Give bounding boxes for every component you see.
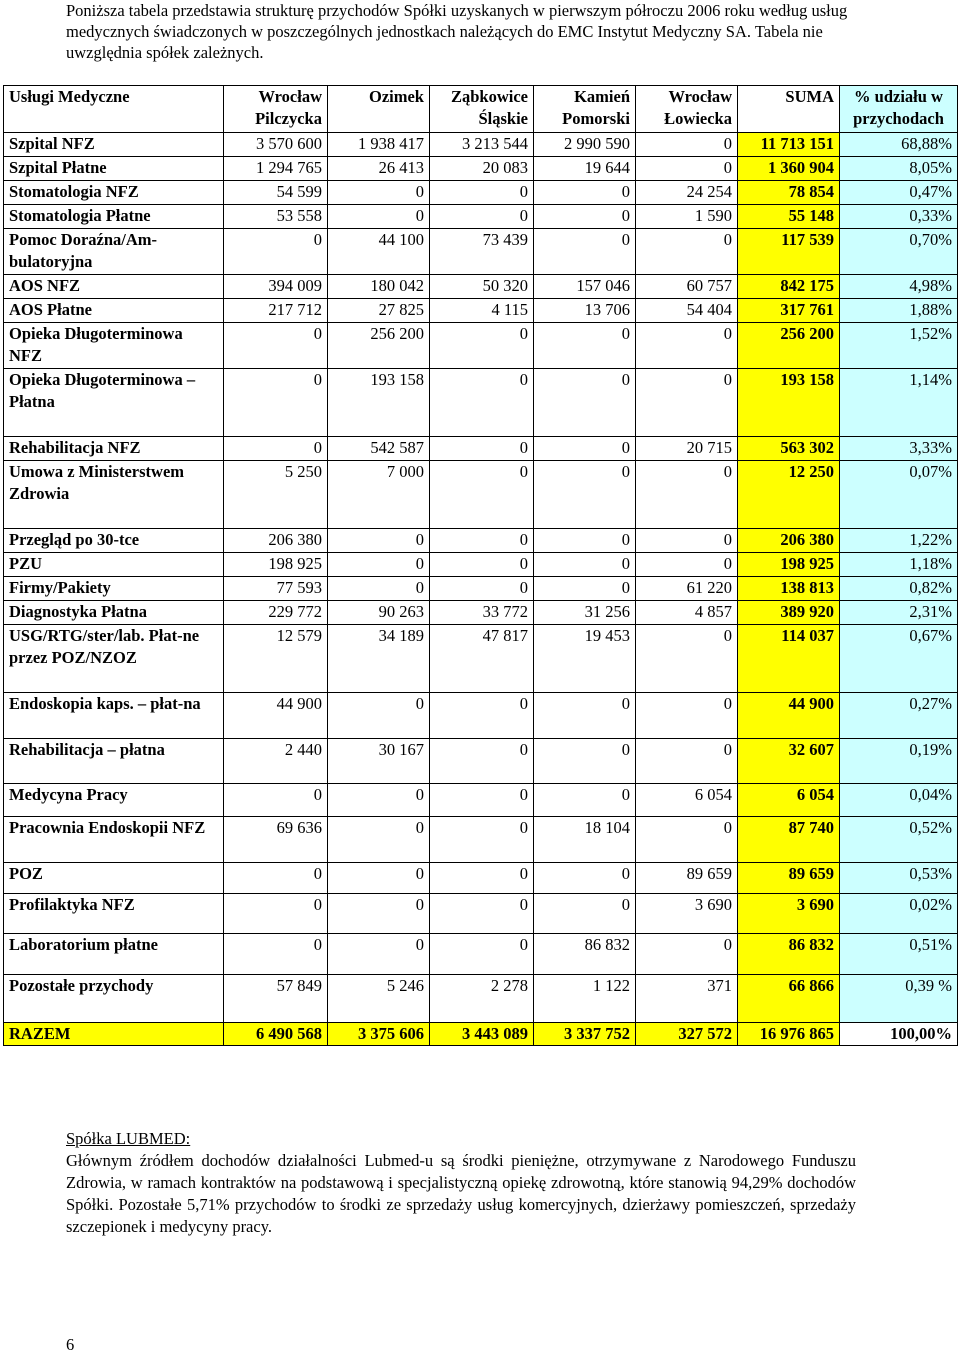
row-label: POZ	[4, 863, 224, 894]
intro-paragraph: Poniższa tabela przedstawia strukturę przychodów Spółki uzyskanych w pierwszym półroczu 2006 roku według usług medycznych świadczonych w poszczególnych jednostkach należących do EMC Instytut Medyczny SA. Tabela nie uwzględnia spółek zależnych.	[66, 1, 848, 62]
row-label: Pomoc Doraźna/Am-bulatoryjna	[4, 229, 224, 275]
sum-cell: 86 832	[738, 934, 840, 975]
table-row	[4, 299, 958, 323]
sum-cell: 32 607	[738, 739, 840, 784]
sum-cell: 389 920	[738, 601, 840, 625]
value-cell: 0	[636, 369, 738, 437]
percent-cell: 0,07%	[840, 461, 958, 529]
percent-cell: 0,02%	[840, 894, 958, 934]
table-row	[4, 784, 958, 817]
row-label: Stomatologia Płatne	[4, 205, 224, 229]
value-cell: 1 938 417	[328, 133, 430, 157]
sum-cell: 193 158	[738, 369, 840, 437]
table-row	[4, 894, 958, 934]
row-label: Endoskopia kaps. – płat-na	[4, 693, 224, 739]
value-cell: 542 587	[328, 437, 430, 461]
percent-cell: 2,31%	[840, 601, 958, 625]
value-cell: 256 200	[328, 323, 430, 369]
value-cell: 6 490 568	[224, 1023, 328, 1046]
value-cell: 50 320	[430, 275, 534, 299]
value-cell: 3 213 544	[430, 133, 534, 157]
column-header: SUMA	[738, 86, 840, 133]
value-cell: 0	[636, 529, 738, 553]
table-row	[4, 205, 958, 229]
table-body	[4, 133, 958, 1046]
percent-cell: 0,39 %	[840, 975, 958, 1023]
column-header: Wrocław Łowiecka	[636, 86, 738, 133]
sum-cell: 114 037	[738, 625, 840, 693]
value-cell: 19 644	[534, 157, 636, 181]
percent-cell: 1,18%	[840, 553, 958, 577]
row-label: AOS Płatne	[4, 299, 224, 323]
column-header: Kamień Pomorski	[534, 86, 636, 133]
percent-cell: 0,19%	[840, 739, 958, 784]
sum-cell: 256 200	[738, 323, 840, 369]
value-cell: 73 439	[430, 229, 534, 275]
value-cell: 0	[328, 553, 430, 577]
value-cell: 0	[430, 181, 534, 205]
row-label: Firmy/Pakiety	[4, 577, 224, 601]
percent-cell: 1,22%	[840, 529, 958, 553]
sum-cell: 1 360 904	[738, 157, 840, 181]
column-header: Ząbkowice Śląskie	[430, 86, 534, 133]
column-header: Ozimek	[328, 86, 430, 133]
value-cell: 60 757	[636, 275, 738, 299]
value-cell: 0	[636, 157, 738, 181]
sum-cell: 55 148	[738, 205, 840, 229]
percent-cell: 0,04%	[840, 784, 958, 817]
table-row	[4, 157, 958, 181]
value-cell: 33 772	[430, 601, 534, 625]
value-cell: 0	[430, 817, 534, 863]
value-cell: 157 046	[534, 275, 636, 299]
sum-cell: 206 380	[738, 529, 840, 553]
value-cell: 198 925	[224, 553, 328, 577]
row-label: PZU	[4, 553, 224, 577]
value-cell: 0	[636, 133, 738, 157]
percent-cell: 0,51%	[840, 934, 958, 975]
value-cell: 61 220	[636, 577, 738, 601]
value-cell: 5 250	[224, 461, 328, 529]
sum-cell: 78 854	[738, 181, 840, 205]
row-label: Stomatologia NFZ	[4, 181, 224, 205]
row-label: Rehabilitacja NFZ	[4, 437, 224, 461]
table-total-row	[4, 1023, 958, 1046]
value-cell: 0	[328, 784, 430, 817]
row-label: Szpital Płatne	[4, 157, 224, 181]
percent-cell: 1,52%	[840, 323, 958, 369]
percent-cell: 0,47%	[840, 181, 958, 205]
value-cell: 57 849	[224, 975, 328, 1023]
note-body: Głównym źródłem dochodów działalności Lubmed-u są środki pieniężne, otrzymywane z Narodowego Funduszu Zdrowia, w ramach kontraktów na podstawową i specjalistyczną opiekę zdrowotną, które stanowią 94,29% dochodów Spółki. Pozostałe 5,71% przychodów to środki ze sprzedaży usług komercyjnych, dzierżawy pomieszczeń, sprzedaży szczepionek i medycyny pracy.	[66, 1151, 856, 1236]
value-cell: 47 817	[430, 625, 534, 693]
value-cell: 44 900	[224, 693, 328, 739]
sum-cell: 89 659	[738, 863, 840, 894]
value-cell: 0	[224, 369, 328, 437]
row-label: AOS NFZ	[4, 275, 224, 299]
value-cell: 30 167	[328, 739, 430, 784]
value-cell: 0	[328, 693, 430, 739]
row-label: Medycyna Pracy	[4, 784, 224, 817]
row-label: Opieka Długoterminowa NFZ	[4, 323, 224, 369]
sum-cell: 138 813	[738, 577, 840, 601]
table-header-row	[4, 86, 958, 133]
value-cell: 0	[534, 437, 636, 461]
value-cell: 1 590	[636, 205, 738, 229]
value-cell: 394 009	[224, 275, 328, 299]
value-cell: 0	[430, 693, 534, 739]
value-cell: 0	[328, 181, 430, 205]
sum-cell: 117 539	[738, 229, 840, 275]
value-cell: 7 000	[328, 461, 430, 529]
value-cell: 19 453	[534, 625, 636, 693]
value-cell: 0	[534, 693, 636, 739]
percent-cell: 0,70%	[840, 229, 958, 275]
percent-cell: 4,98%	[840, 275, 958, 299]
value-cell: 20 083	[430, 157, 534, 181]
value-cell: 229 772	[224, 601, 328, 625]
value-cell: 0	[328, 863, 430, 894]
table-row	[4, 437, 958, 461]
value-cell: 3 570 600	[224, 133, 328, 157]
column-header: % udziału w przychodach	[840, 86, 958, 133]
row-label: Szpital NFZ	[4, 133, 224, 157]
table-row	[4, 181, 958, 205]
value-cell: 0	[534, 369, 636, 437]
percent-cell: 68,88%	[840, 133, 958, 157]
value-cell: 3 443 089	[430, 1023, 534, 1046]
value-cell: 0	[534, 739, 636, 784]
value-cell: 34 189	[328, 625, 430, 693]
value-cell: 0	[328, 205, 430, 229]
value-cell: 20 715	[636, 437, 738, 461]
value-cell: 0	[224, 934, 328, 975]
table-row	[4, 553, 958, 577]
value-cell: 2 440	[224, 739, 328, 784]
value-cell: 0	[534, 229, 636, 275]
value-cell: 89 659	[636, 863, 738, 894]
value-cell: 0	[430, 323, 534, 369]
table-row	[4, 369, 958, 437]
value-cell: 0	[224, 894, 328, 934]
value-cell: 0	[636, 934, 738, 975]
value-cell: 180 042	[328, 275, 430, 299]
value-cell: 0	[328, 817, 430, 863]
value-cell: 0	[430, 529, 534, 553]
value-cell: 0	[636, 817, 738, 863]
percent-cell: 1,88%	[840, 299, 958, 323]
value-cell: 0	[636, 461, 738, 529]
table-row	[4, 323, 958, 369]
value-cell: 0	[534, 553, 636, 577]
value-cell: 217 712	[224, 299, 328, 323]
row-label: USG/RTG/ster/lab. Płat-ne przez POZ/NZOZ	[4, 625, 224, 693]
value-cell: 31 256	[534, 601, 636, 625]
percent-cell: 0,67%	[840, 625, 958, 693]
value-cell: 69 636	[224, 817, 328, 863]
value-cell: 0	[430, 894, 534, 934]
value-cell: 77 593	[224, 577, 328, 601]
table-row	[4, 739, 958, 784]
row-label: Opieka Długoterminowa – Płatna	[4, 369, 224, 437]
value-cell: 0	[328, 529, 430, 553]
value-cell: 3 690	[636, 894, 738, 934]
row-label: Rehabilitacja – płatna	[4, 739, 224, 784]
note-heading: Spółka LUBMED:	[66, 1129, 191, 1148]
table-row	[4, 625, 958, 693]
table-row	[4, 693, 958, 739]
sum-cell: 16 976 865	[738, 1023, 840, 1046]
table-row	[4, 229, 958, 275]
value-cell: 0	[224, 229, 328, 275]
value-cell: 18 104	[534, 817, 636, 863]
row-label: Profilaktyka NFZ	[4, 894, 224, 934]
sum-cell: 842 175	[738, 275, 840, 299]
value-cell: 54 404	[636, 299, 738, 323]
value-cell: 0	[430, 577, 534, 601]
percent-cell: 0,52%	[840, 817, 958, 863]
value-cell: 0	[636, 323, 738, 369]
table-row	[4, 863, 958, 894]
sum-cell: 87 740	[738, 817, 840, 863]
value-cell: 0	[534, 577, 636, 601]
value-cell: 0	[430, 205, 534, 229]
value-cell: 86 832	[534, 934, 636, 975]
row-label: Diagnostyka Płatna	[4, 601, 224, 625]
value-cell: 53 558	[224, 205, 328, 229]
value-cell: 0	[430, 934, 534, 975]
value-cell: 0	[430, 369, 534, 437]
value-cell: 0	[534, 181, 636, 205]
value-cell: 27 825	[328, 299, 430, 323]
percent-cell: 3,33%	[840, 437, 958, 461]
row-label: Pozostałe przychody	[4, 975, 224, 1023]
sum-cell: 563 302	[738, 437, 840, 461]
table-row	[4, 461, 958, 529]
sum-cell: 44 900	[738, 693, 840, 739]
percent-cell: 1,14%	[840, 369, 958, 437]
percent-cell: 0,33%	[840, 205, 958, 229]
value-cell: 0	[636, 693, 738, 739]
value-cell: 0	[534, 894, 636, 934]
percent-cell: 8,05%	[840, 157, 958, 181]
value-cell: 12 579	[224, 625, 328, 693]
value-cell: 1 294 765	[224, 157, 328, 181]
value-cell: 44 100	[328, 229, 430, 275]
value-cell: 193 158	[328, 369, 430, 437]
lubmed-note	[66, 1128, 856, 1238]
value-cell: 90 263	[328, 601, 430, 625]
sum-cell: 11 713 151	[738, 133, 840, 157]
value-cell: 6 054	[636, 784, 738, 817]
value-cell: 0	[224, 323, 328, 369]
value-cell: 0	[636, 553, 738, 577]
value-cell: 0	[534, 784, 636, 817]
value-cell: 13 706	[534, 299, 636, 323]
value-cell: 26 413	[328, 157, 430, 181]
value-cell: 0	[636, 739, 738, 784]
value-cell: 4 115	[430, 299, 534, 323]
value-cell: 0	[224, 784, 328, 817]
table-row	[4, 529, 958, 553]
row-label: RAZEM	[4, 1023, 224, 1046]
sum-cell: 12 250	[738, 461, 840, 529]
table-row	[4, 817, 958, 863]
value-cell: 0	[430, 739, 534, 784]
row-label: Umowa z Ministerstwem Zdrowia	[4, 461, 224, 529]
row-label: Przegląd po 30-tce	[4, 529, 224, 553]
value-cell: 24 254	[636, 181, 738, 205]
value-cell: 1 122	[534, 975, 636, 1023]
row-label: Pracownia Endoskopii NFZ	[4, 817, 224, 863]
value-cell: 0	[534, 205, 636, 229]
value-cell: 54 599	[224, 181, 328, 205]
value-cell: 2 990 590	[534, 133, 636, 157]
value-cell: 5 246	[328, 975, 430, 1023]
value-cell: 0	[224, 863, 328, 894]
column-header: Wrocław Pilczycka	[224, 86, 328, 133]
table-row	[4, 934, 958, 975]
row-label: Laboratorium płatne	[4, 934, 224, 975]
value-cell: 0	[430, 784, 534, 817]
value-cell: 0	[534, 461, 636, 529]
value-cell: 2 278	[430, 975, 534, 1023]
table-row	[4, 601, 958, 625]
percent-cell: 0,27%	[840, 693, 958, 739]
value-cell: 0	[328, 894, 430, 934]
value-cell: 206 380	[224, 529, 328, 553]
value-cell: 0	[328, 934, 430, 975]
table-row	[4, 975, 958, 1023]
value-cell: 0	[534, 323, 636, 369]
value-cell: 0	[430, 863, 534, 894]
sum-cell: 66 866	[738, 975, 840, 1023]
value-cell: 4 857	[636, 601, 738, 625]
sum-cell: 6 054	[738, 784, 840, 817]
table-row	[4, 577, 958, 601]
value-cell: 0	[636, 625, 738, 693]
value-cell: 0	[534, 529, 636, 553]
column-header: Usługi Medyczne	[4, 86, 224, 133]
table-row	[4, 133, 958, 157]
value-cell: 0	[430, 461, 534, 529]
value-cell: 0	[430, 553, 534, 577]
value-cell: 0	[224, 437, 328, 461]
value-cell: 327 572	[636, 1023, 738, 1046]
value-cell: 3 337 752	[534, 1023, 636, 1046]
sum-cell: 198 925	[738, 553, 840, 577]
sum-cell: 317 761	[738, 299, 840, 323]
value-cell: 371	[636, 975, 738, 1023]
revenue-table	[3, 85, 958, 1046]
value-cell: 0	[534, 863, 636, 894]
percent-cell: 0,53%	[840, 863, 958, 894]
percent-cell: 100,00%	[840, 1023, 958, 1046]
sum-cell: 3 690	[738, 894, 840, 934]
value-cell: 0	[636, 229, 738, 275]
page-number: 6	[66, 1335, 75, 1354]
percent-cell: 0,82%	[840, 577, 958, 601]
value-cell: 3 375 606	[328, 1023, 430, 1046]
table-row	[4, 275, 958, 299]
value-cell: 0	[328, 577, 430, 601]
value-cell: 0	[430, 437, 534, 461]
